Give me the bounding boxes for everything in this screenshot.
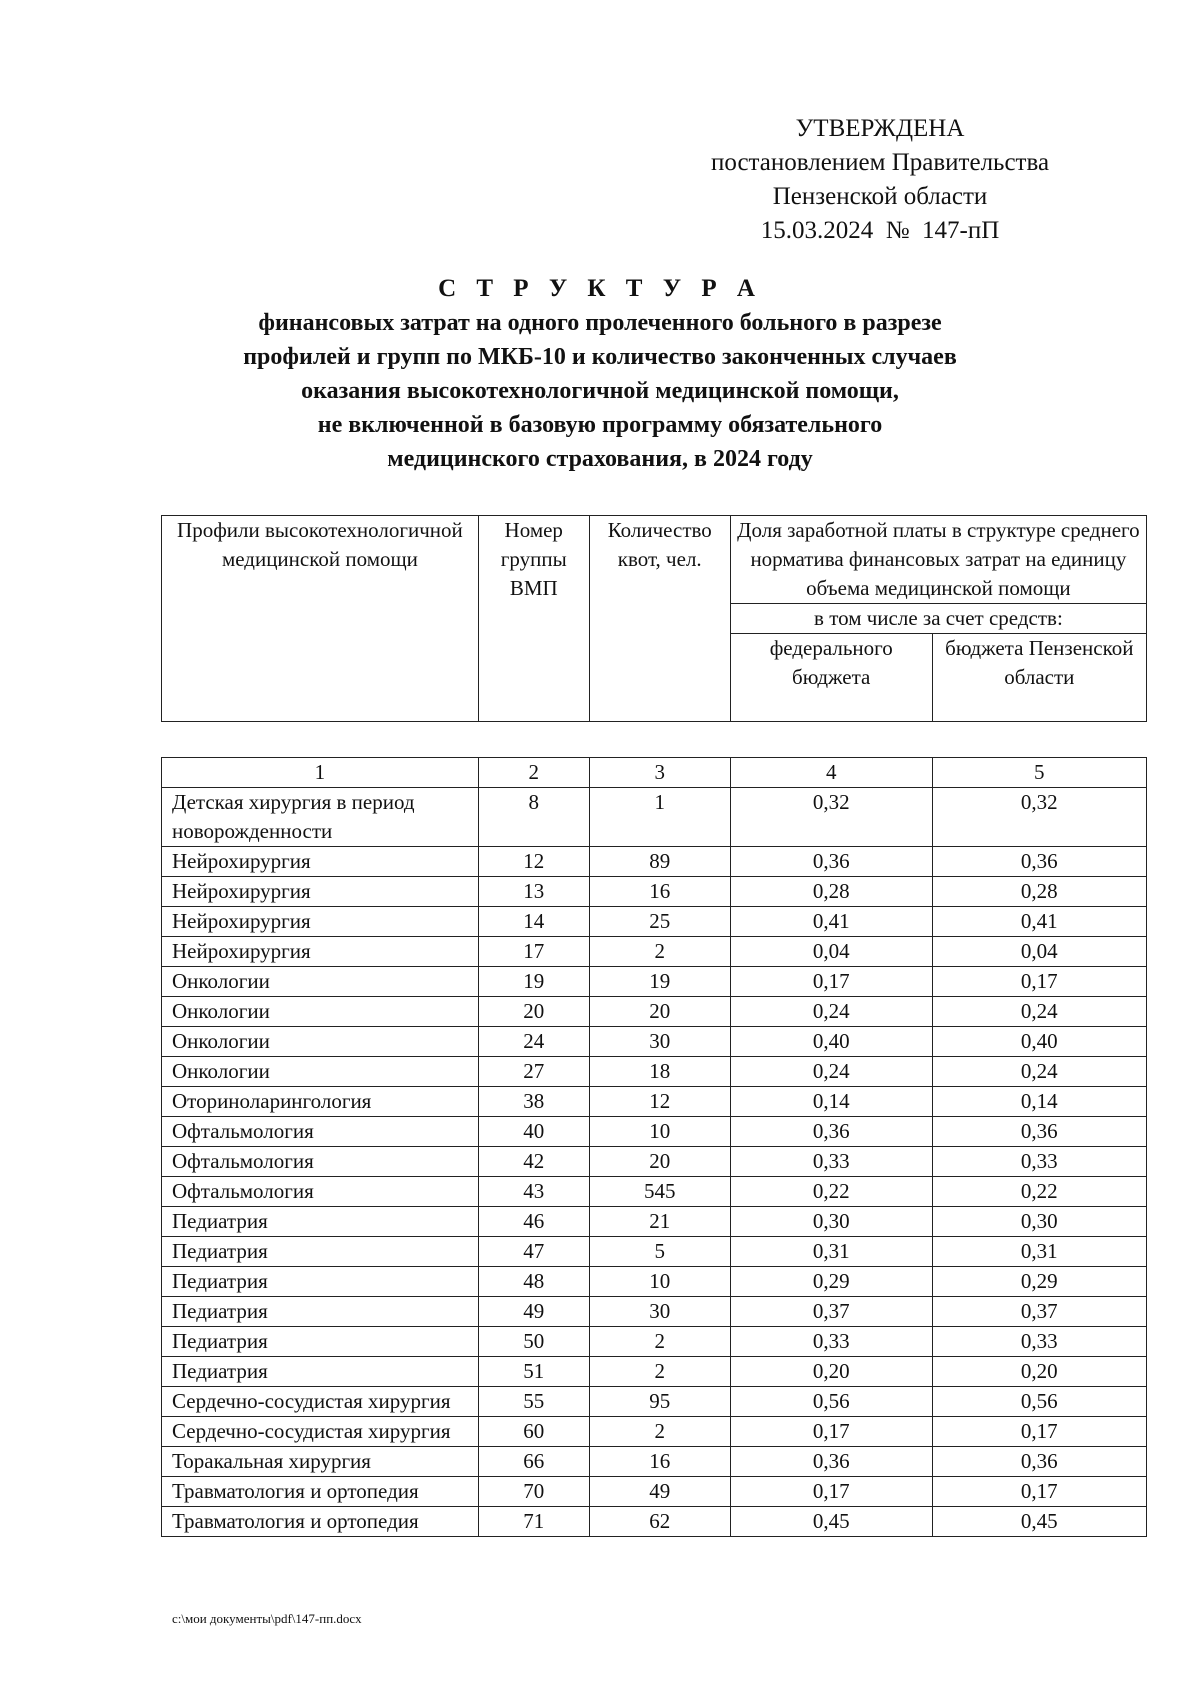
- federal-share-cell: 0,31: [730, 1237, 932, 1267]
- table-row: [162, 1177, 1147, 1207]
- federal-share-cell: 0,28: [730, 877, 932, 907]
- federal-share-cell: 0,04: [730, 937, 932, 967]
- group-cell: 49: [478, 1297, 589, 1327]
- table-row: [162, 877, 1147, 907]
- table-row: [162, 847, 1147, 877]
- header-regional-budget: бюджета Пензенской области: [932, 634, 1146, 722]
- federal-share-cell: 0,33: [730, 1147, 932, 1177]
- profile-cell: Офтальмология: [162, 1117, 479, 1147]
- quota-cell: 16: [589, 1447, 730, 1477]
- profile-cell: Педиатрия: [162, 1327, 479, 1357]
- regional-share-cell: 0,14: [932, 1087, 1146, 1117]
- table-row: [162, 1147, 1147, 1177]
- table-row: [162, 1507, 1147, 1537]
- table-row: [162, 997, 1147, 1027]
- regional-share-cell: 0,32: [932, 788, 1146, 847]
- header-including: в том числе за счет средств:: [730, 604, 1146, 634]
- approval-block: [660, 112, 1100, 248]
- quota-cell: 25: [589, 907, 730, 937]
- table-row: [162, 1327, 1147, 1357]
- regional-share-cell: 0,41: [932, 907, 1146, 937]
- quota-cell: 2: [589, 937, 730, 967]
- column-numbers-row: [162, 758, 1147, 788]
- regional-share-cell: 0,36: [932, 1117, 1146, 1147]
- approval-line-3: Пензенской области: [772, 183, 988, 210]
- quota-cell: 2: [589, 1327, 730, 1357]
- quota-cell: 10: [589, 1267, 730, 1297]
- quota-cell: 2: [589, 1357, 730, 1387]
- file-path-footer: c:\мои документы\pdf\147-пп.docx: [172, 1611, 362, 1626]
- profile-cell: Онкологии: [162, 997, 479, 1027]
- regional-share-cell: 0,17: [932, 1477, 1146, 1507]
- table-row: [162, 937, 1147, 967]
- group-cell: 66: [478, 1447, 589, 1477]
- profile-cell: Нейрохирургия: [162, 907, 479, 937]
- column-number: 1: [162, 758, 479, 788]
- regional-share-cell: 0,33: [932, 1147, 1146, 1177]
- quota-cell: 20: [589, 1147, 730, 1177]
- group-cell: 43: [478, 1177, 589, 1207]
- document-title: [160, 272, 1040, 476]
- table-row: [162, 1357, 1147, 1387]
- table-row: [162, 1057, 1147, 1087]
- group-cell: 51: [478, 1357, 589, 1387]
- profile-cell: Онкологии: [162, 967, 479, 997]
- quota-cell: 62: [589, 1507, 730, 1537]
- profile-cell: Сердечно-сосудистая хирургия: [162, 1417, 479, 1447]
- header-group-number: Номер группы ВМП: [478, 516, 589, 722]
- profile-cell: Онкологии: [162, 1027, 479, 1057]
- federal-share-cell: 0,30: [730, 1207, 932, 1237]
- group-cell: 17: [478, 937, 589, 967]
- table-row: [162, 967, 1147, 997]
- table-row: [162, 1087, 1147, 1117]
- title-line-1: финансовых затрат на одного пролеченного больного в разрезе: [258, 310, 942, 336]
- federal-share-cell: 0,17: [730, 967, 932, 997]
- table-row: [162, 788, 1147, 847]
- title-line-5: медицинского страхования, в 2024 году: [387, 446, 813, 472]
- table-row: [162, 1477, 1147, 1507]
- regional-share-cell: 0,29: [932, 1267, 1146, 1297]
- federal-share-cell: 0,37: [730, 1297, 932, 1327]
- column-number: 4: [730, 758, 932, 788]
- table-row: [162, 907, 1147, 937]
- profile-cell: Травматология и ортопедия: [162, 1507, 479, 1537]
- federal-share-cell: 0,32: [730, 788, 932, 847]
- group-cell: 42: [478, 1147, 589, 1177]
- table-row: [162, 1297, 1147, 1327]
- profile-cell: Педиатрия: [162, 1267, 479, 1297]
- header-salary-share: Доля заработной платы в структуре среднего норматива финансовых затрат на единицу объема медицинской помощи: [730, 516, 1146, 604]
- profile-cell: Офтальмология: [162, 1147, 479, 1177]
- header-quota-count: Количество квот, чел.: [589, 516, 730, 722]
- table-row: [162, 1237, 1147, 1267]
- quota-cell: 20: [589, 997, 730, 1027]
- federal-share-cell: 0,29: [730, 1267, 932, 1297]
- federal-share-cell: 0,17: [730, 1417, 932, 1447]
- table-row: [162, 1027, 1147, 1057]
- quota-cell: 19: [589, 967, 730, 997]
- federal-share-cell: 0,45: [730, 1507, 932, 1537]
- group-cell: 48: [478, 1267, 589, 1297]
- regional-share-cell: 0,36: [932, 1447, 1146, 1477]
- regional-share-cell: 0,37: [932, 1297, 1146, 1327]
- group-cell: 40: [478, 1117, 589, 1147]
- quota-cell: 2: [589, 1417, 730, 1447]
- regional-share-cell: 0,04: [932, 937, 1146, 967]
- group-cell: 47: [478, 1237, 589, 1267]
- table-row: [162, 1267, 1147, 1297]
- quota-cell: 30: [589, 1297, 730, 1327]
- quota-cell: 545: [589, 1177, 730, 1207]
- data-table: [161, 757, 1147, 1537]
- quota-cell: 10: [589, 1117, 730, 1147]
- group-cell: 55: [478, 1387, 589, 1417]
- regional-share-cell: 0,24: [932, 997, 1146, 1027]
- regional-share-cell: 0,22: [932, 1177, 1146, 1207]
- title-line-3: оказания высокотехнологичной медицинской помощи,: [301, 378, 899, 404]
- table-header: [161, 515, 1147, 722]
- regional-share-cell: 0,33: [932, 1327, 1146, 1357]
- federal-share-cell: 0,56: [730, 1387, 932, 1417]
- group-cell: 24: [478, 1027, 589, 1057]
- table-row: [162, 1207, 1147, 1237]
- regional-share-cell: 0,28: [932, 877, 1146, 907]
- federal-share-cell: 0,24: [730, 1057, 932, 1087]
- regional-share-cell: 0,17: [932, 1417, 1146, 1447]
- regional-share-cell: 0,40: [932, 1027, 1146, 1057]
- table-row: [162, 1447, 1147, 1477]
- profile-cell: Оториноларингология: [162, 1087, 479, 1117]
- group-cell: 8: [478, 788, 589, 847]
- profile-cell: Детская хирургия в период новорожденности: [162, 788, 479, 847]
- federal-share-cell: 0,20: [730, 1357, 932, 1387]
- group-cell: 20: [478, 997, 589, 1027]
- group-cell: 46: [478, 1207, 589, 1237]
- approval-date-number: 15.03.2024 № 147-пП: [760, 217, 1000, 244]
- group-cell: 13: [478, 877, 589, 907]
- quota-cell: 89: [589, 847, 730, 877]
- quota-cell: 95: [589, 1387, 730, 1417]
- profile-cell: Нейрохирургия: [162, 937, 479, 967]
- group-cell: 38: [478, 1087, 589, 1117]
- quota-cell: 30: [589, 1027, 730, 1057]
- federal-share-cell: 0,17: [730, 1477, 932, 1507]
- federal-share-cell: 0,36: [730, 847, 932, 877]
- regional-share-cell: 0,56: [932, 1387, 1146, 1417]
- profile-cell: Педиатрия: [162, 1357, 479, 1387]
- quota-cell: 18: [589, 1057, 730, 1087]
- quota-cell: 5: [589, 1237, 730, 1267]
- title-line-2: профилей и групп по МКБ-10 и количество законченных случаев: [243, 344, 957, 370]
- approval-line-1: УТВЕРЖДЕНА: [795, 115, 965, 142]
- group-cell: 70: [478, 1477, 589, 1507]
- profile-cell: Офтальмология: [162, 1177, 479, 1207]
- profile-cell: Педиатрия: [162, 1237, 479, 1267]
- federal-share-cell: 0,22: [730, 1177, 932, 1207]
- federal-share-cell: 0,14: [730, 1087, 932, 1117]
- quota-cell: 16: [589, 877, 730, 907]
- header-profiles: Профили высокотехнологичной медицинской помощи: [162, 516, 479, 722]
- profile-cell: Торакальная хирургия: [162, 1447, 479, 1477]
- federal-share-cell: 0,40: [730, 1027, 932, 1057]
- table-row: [162, 1417, 1147, 1447]
- group-cell: 27: [478, 1057, 589, 1087]
- column-number: 5: [932, 758, 1146, 788]
- quota-cell: 1: [589, 788, 730, 847]
- quota-cell: 49: [589, 1477, 730, 1507]
- profile-cell: Травматология и ортопедия: [162, 1477, 479, 1507]
- profile-cell: Педиатрия: [162, 1297, 479, 1327]
- group-cell: 50: [478, 1327, 589, 1357]
- federal-share-cell: 0,41: [730, 907, 932, 937]
- quota-cell: 21: [589, 1207, 730, 1237]
- federal-share-cell: 0,33: [730, 1327, 932, 1357]
- table-row: [162, 1117, 1147, 1147]
- group-cell: 71: [478, 1507, 589, 1537]
- profile-cell: Онкологии: [162, 1057, 479, 1087]
- regional-share-cell: 0,45: [932, 1507, 1146, 1537]
- regional-share-cell: 0,20: [932, 1357, 1146, 1387]
- regional-share-cell: 0,24: [932, 1057, 1146, 1087]
- profile-cell: Педиатрия: [162, 1207, 479, 1237]
- federal-share-cell: 0,36: [730, 1117, 932, 1147]
- quota-cell: 12: [589, 1087, 730, 1117]
- title-line-4: не включенной в базовую программу обязательного: [317, 412, 883, 438]
- group-cell: 19: [478, 967, 589, 997]
- column-number: 2: [478, 758, 589, 788]
- group-cell: 14: [478, 907, 589, 937]
- regional-share-cell: 0,17: [932, 967, 1146, 997]
- header-federal-budget: федерального бюджета: [730, 634, 932, 722]
- title-main: С Т Р У К Т У Р А: [438, 275, 762, 302]
- table-row: [162, 1387, 1147, 1417]
- column-number: 3: [589, 758, 730, 788]
- regional-share-cell: 0,36: [932, 847, 1146, 877]
- regional-share-cell: 0,31: [932, 1237, 1146, 1267]
- group-cell: 60: [478, 1417, 589, 1447]
- federal-share-cell: 0,36: [730, 1447, 932, 1477]
- profile-cell: Нейрохирургия: [162, 877, 479, 907]
- approval-line-2: постановлением Правительства: [710, 149, 1050, 176]
- profile-cell: Сердечно-сосудистая хирургия: [162, 1387, 479, 1417]
- group-cell: 12: [478, 847, 589, 877]
- regional-share-cell: 0,30: [932, 1207, 1146, 1237]
- federal-share-cell: 0,24: [730, 997, 932, 1027]
- profile-cell: Нейрохирургия: [162, 847, 479, 877]
